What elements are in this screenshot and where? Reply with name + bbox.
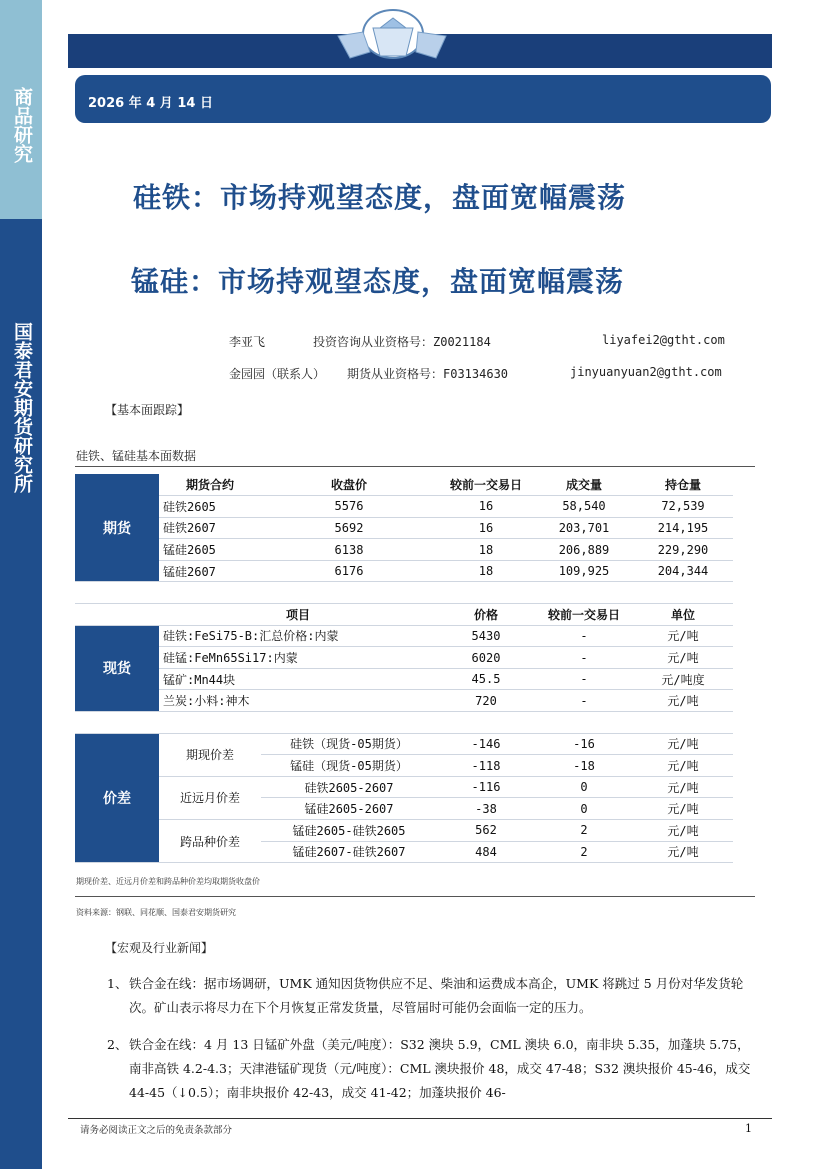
column-header: 较前一交易日 (535, 604, 633, 626)
table-cell: 锰矿:Mn44块 (159, 668, 437, 690)
table-cell: -146 (437, 733, 535, 755)
table-cell: 硅铁2605-2607 (261, 776, 437, 798)
fundamentals-table (75, 474, 733, 863)
caption-divider (75, 466, 755, 467)
table-cell: -18 (535, 755, 633, 777)
table-cell: 562 (437, 820, 535, 842)
column-header: 收盘价 (261, 474, 437, 496)
table-cell: 72,539 (633, 496, 733, 518)
author-credential: 投资咨询从业资格号：Z0021184 (313, 335, 491, 349)
table-cell (75, 604, 159, 626)
table-cell: 锰硅2605-硅铁2605 (261, 820, 437, 842)
table-cell: 58,540 (535, 496, 633, 518)
table-cell: 16 (437, 496, 535, 518)
section-heading-fundamentals: 【基本面跟踪】 (105, 403, 190, 417)
news-item-number: 1、 (107, 976, 128, 991)
section-heading-news: 【宏观及行业新闻】 (105, 941, 214, 955)
table-cell: 214,195 (633, 517, 733, 539)
column-header: 期货合约 (159, 474, 261, 496)
table-row (75, 820, 733, 842)
table-cell: 锰硅2605 (159, 539, 261, 561)
author-credential: 期货从业资格号：F03134630 (347, 367, 509, 381)
table-cell: 元/吨 (633, 733, 733, 755)
table-cell: - (535, 668, 633, 690)
table-row (75, 668, 733, 690)
table-cell: 720 (437, 690, 535, 712)
table-cell: 元/吨 (633, 798, 733, 820)
data-source: 资料来源：钢联、同花顺、国泰君安期货研究 (76, 908, 236, 917)
table-cell: 锰硅2605-2607 (261, 798, 437, 820)
table-cell: 0 (535, 798, 633, 820)
table-cell: 229,290 (633, 539, 733, 561)
table-cell: 2 (535, 841, 633, 863)
table-cell: 硅铁2607 (159, 517, 261, 539)
table-cell: 元/吨 (633, 755, 733, 777)
table-cell: 18 (437, 539, 535, 561)
report-title-silicomanganese: 锰硅：市场持观望态度，盘面宽幅震荡 (131, 265, 625, 298)
table-cell: 5692 (261, 517, 437, 539)
table-row (75, 496, 733, 518)
column-header: 单位 (633, 604, 733, 626)
page-number: 1 (745, 1122, 752, 1135)
table-cell: 484 (437, 841, 535, 863)
table-row (75, 625, 733, 647)
footer-divider (68, 1118, 772, 1119)
author-name: 李亚飞 (229, 335, 266, 349)
table-cell: 206,889 (535, 539, 633, 561)
table-cell: 硅铁（现货-05期货） (261, 733, 437, 755)
column-header: 持仓量 (633, 474, 733, 496)
table-cell: 6138 (261, 539, 437, 561)
table-row (75, 539, 733, 561)
spread-group-label: 期现价差 (159, 733, 261, 776)
table-cell: -118 (437, 755, 535, 777)
news-item-text: 铁合金在线：4 月 13 日锰矿外盘（美元/吨度）：S32 澳块 5.9，CML 澳块 6.0，南非块 5.35，加蓬块 5.75，南非高铁 4.2-4.3；天津港锰矿现货（元/吨度）：CML 澳块报价 48，成交 47-48；S32 澳块报价 45-46，成交 44-45（↓0.5）；南非块报价 42-43，成交 41-42；加蓬块报价 46- (129, 1037, 751, 1100)
table-cell: 元/吨 (633, 647, 733, 669)
table-row (75, 517, 733, 539)
category-futures: 期货 (75, 474, 159, 582)
spread-group-label: 近远月价差 (159, 776, 261, 819)
table-cell: 元/吨度 (633, 668, 733, 690)
table-cell: 18 (437, 560, 535, 582)
table-cell: 元/吨 (633, 776, 733, 798)
table-cell: - (535, 647, 633, 669)
table-spacer (75, 712, 733, 734)
category-spot: 现货 (75, 625, 159, 711)
table-cell: 元/吨 (633, 841, 733, 863)
table-cell: -116 (437, 776, 535, 798)
table-row (75, 560, 733, 582)
table-cell: 0 (535, 776, 633, 798)
table-cell: 锰硅（现货-05期货） (261, 755, 437, 777)
sidebar-institution-label: 国泰君安期货研究所 (11, 321, 33, 493)
table-cell: 45.5 (437, 668, 535, 690)
column-header: 较前一交易日 (437, 474, 535, 496)
spread-group-label: 跨品种价差 (159, 820, 261, 863)
table-cell: - (535, 625, 633, 647)
table-cell: 6020 (437, 647, 535, 669)
table-caption: 硅铁、锰硅基本面数据 (76, 449, 197, 463)
table-row (75, 647, 733, 669)
table-cell: 203,701 (535, 517, 633, 539)
table-note: 期现价差、近远月价差和跨品种价差均取期货收盘价 (76, 877, 260, 886)
table-cell: 109,925 (535, 560, 633, 582)
news-item (107, 972, 755, 1020)
table-cell: 5576 (261, 496, 437, 518)
table-cell: 硅锰:FeMn65Si17:内蒙 (159, 647, 437, 669)
table-cell: 元/吨 (633, 625, 733, 647)
table-cell: -38 (437, 798, 535, 820)
author-name: 金园园（联系人） (229, 367, 326, 381)
source-divider (75, 896, 755, 897)
category-spread: 价差 (75, 733, 159, 863)
table-cell: 元/吨 (633, 690, 733, 712)
table-cell: 锰硅2607 (159, 560, 261, 582)
footer-disclaimer: 请务必阅读正文之后的免责条款部分 (80, 1125, 233, 1136)
column-header: 项目 (159, 604, 437, 626)
column-header: 成交量 (535, 474, 633, 496)
report-date-bar: 2026 年 4 月 14 日 (75, 75, 771, 123)
table-cell: 兰炭:小料:神木 (159, 690, 437, 712)
table-cell: 2 (535, 820, 633, 842)
table-cell: 5430 (437, 625, 535, 647)
table-row (75, 733, 733, 755)
news-item-text: 铁合金在线：据市场调研，UMK 通知因货物供应不足、柴油和运费成本高企，UMK 将跳过 5 月份对华发货轮次。矿山表示将尽力在下个月恢复正常发货量，尽管届时可能仍会面临一定的压力。 (129, 976, 744, 1015)
news-item-number: 2、 (107, 1037, 128, 1052)
author-email[interactable]: liyafei2@gtht.com (602, 333, 725, 347)
table-cell: 硅铁2605 (159, 496, 261, 518)
table-cell: 元/吨 (633, 820, 733, 842)
table-row (75, 776, 733, 798)
table-cell: -16 (535, 733, 633, 755)
company-logo-icon (318, 6, 468, 66)
news-item (107, 1033, 755, 1105)
table-cell: 204,344 (633, 560, 733, 582)
table-row (75, 690, 733, 712)
table-cell: 16 (437, 517, 535, 539)
report-title-ferrosilicon: 硅铁：市场持观望态度，盘面宽幅震荡 (133, 181, 627, 214)
table-spacer (75, 582, 733, 604)
column-header: 价格 (437, 604, 535, 626)
table-cell: - (535, 690, 633, 712)
table-cell: 6176 (261, 560, 437, 582)
table-cell: 硅铁:FeSi75-B:汇总价格:内蒙 (159, 625, 437, 647)
table-cell: 锰硅2607-硅铁2607 (261, 841, 437, 863)
sidebar-category-label: 商品研究 (11, 87, 33, 163)
author-email[interactable]: jinyuanyuan2@gtht.com (570, 365, 722, 379)
